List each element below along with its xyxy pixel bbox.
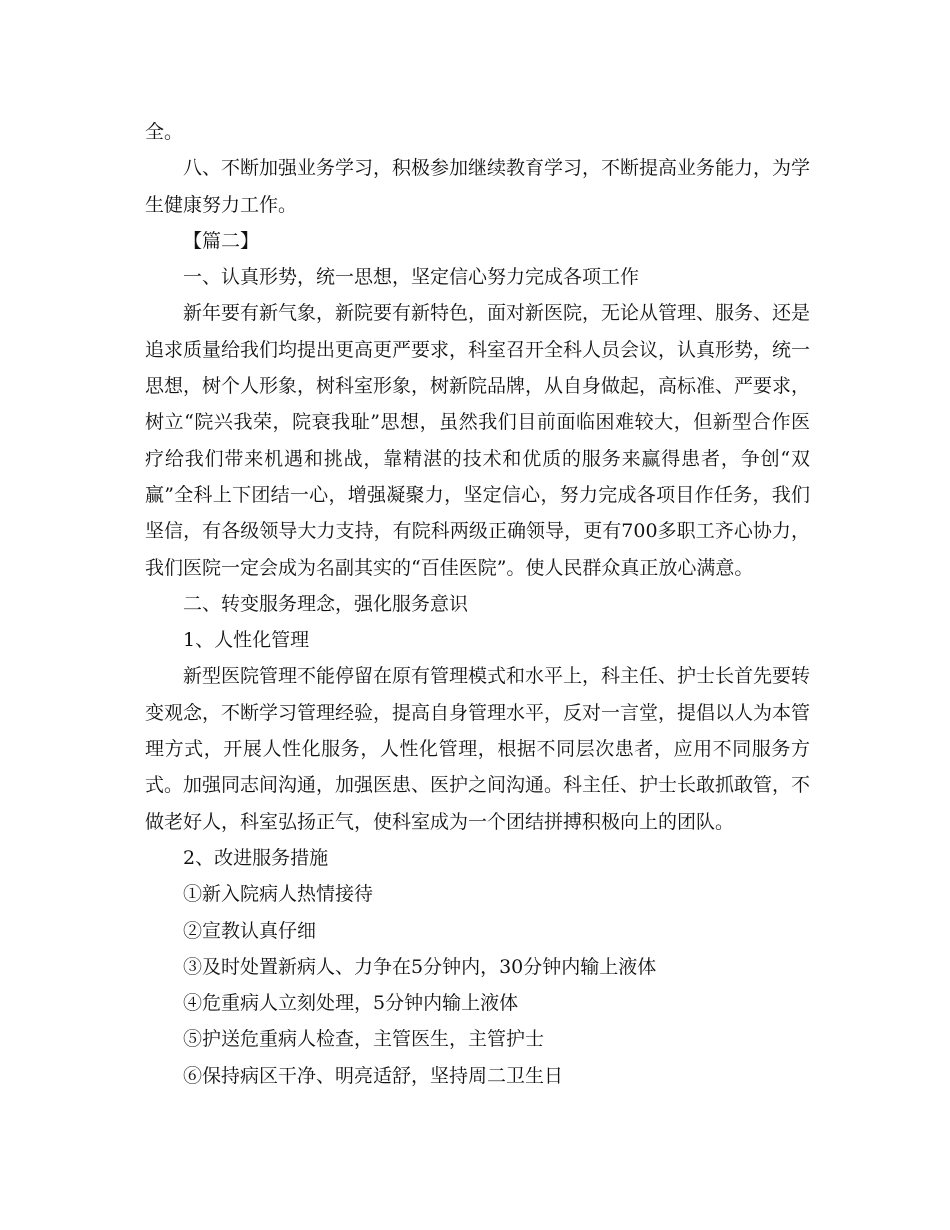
document-body: [145, 114, 810, 1094]
subheading-humanized-management: 1、人性化管理: [183, 629, 310, 652]
paragraph-continuation: 全。: [145, 121, 184, 143]
paragraph-management: 新型医院管理不能停留在原有管理模式和水平上，科主任、护士长首先要转变观念，不断学习管理经验，提高自身管理水平，反对一言堂，提倡以人为本管理方式，开展人性化服务，人性化管理，根据不同层次患者，应用不同服务方式。加强同志间沟通，加强医患、医护之间沟通。科主任、护士长敢抓敢管，不做老好人，科室弘扬正气，使科室成为一个团结拼搏积极向上的团队。: [145, 665, 811, 833]
list-item-4: ④危重病人立刻处理，5分钟内输上液体: [183, 992, 519, 1015]
list-item-6: ⑥保持病区干净、明亮适舒，坚持周二卫生日: [183, 1064, 564, 1087]
paragraph-new-year: 新年要有新气象，新院要有新特色，面对新医院，无论从管理、服务、还是追求质量给我们均提出更高更严要求，科室召开全科人员会议，认真形势，统一思想，树个人形象，树科室形象，树新院品牌，从自身做起，高标准、严要求，树立“院兴我荣，院衰我耻”思想，虽然我们目前面临困难较大，但新型合作医疗给我们带来机遇和挑战，靠精湛的技术和优质的服务来赢得患者，争创“双赢”全科上下团结一心，增强凝聚力，坚定信心，努力完成各项目作任务，我们坚信，有各级领导大力支持，有院科两级正确领导，更有700多职工齐心协力，我们医院一定会成为名副其实的“百佳医院”。使人民群众真正放心满意。: [145, 302, 811, 579]
heading-two: 二、转变服务理念，强化服务意识: [183, 592, 469, 615]
subheading-improve-service: 2、改进服务措施: [183, 846, 329, 869]
list-item-1: ①新入院病人热情接待: [183, 883, 374, 906]
list-item-2: ②宣教认真仔细: [183, 919, 317, 942]
heading-one: 一、认真形势，统一思想，坚定信心努力完成各项工作: [183, 266, 640, 289]
section-heading-part-two: 【篇二】: [183, 229, 260, 252]
paragraph-item-eight: 八、不断加强业务学习，积极参加继续教育学习，不断提高业务能力，为学生健康努力工作。: [145, 157, 811, 216]
list-item-5: ⑤护送危重病人检查，主管医生，主管护士: [183, 1028, 545, 1051]
list-item-3: ③及时处置新病人、力争在5分钟内，30分钟内输上液体: [183, 955, 657, 978]
